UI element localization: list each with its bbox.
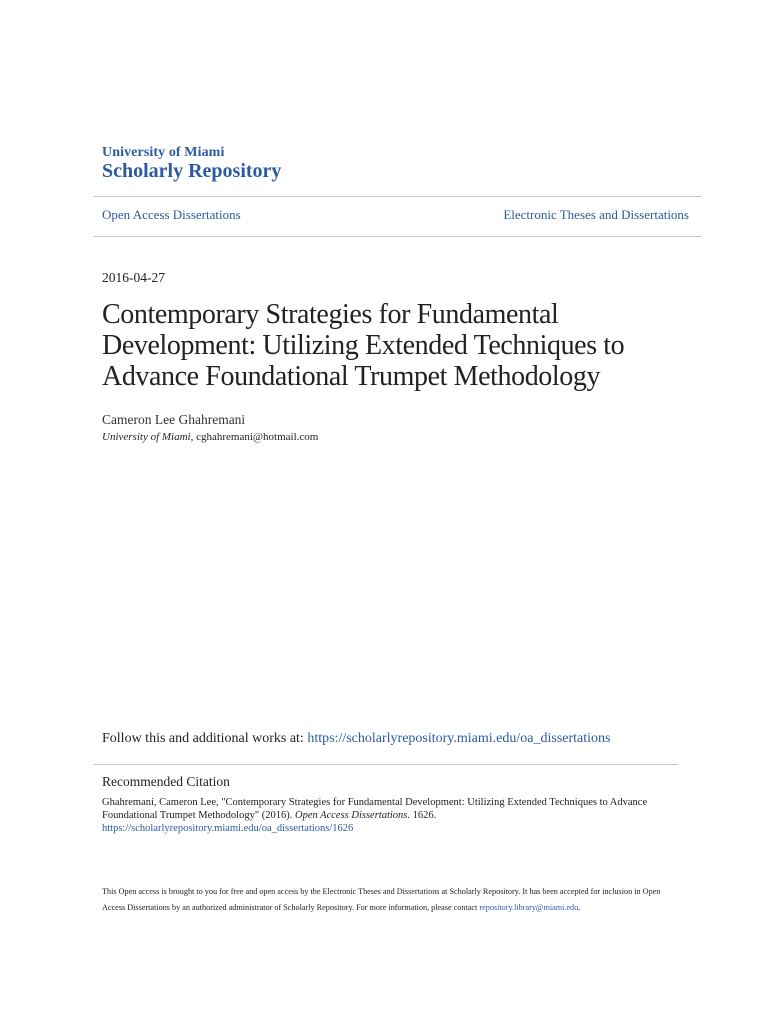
electronic-theses-link[interactable]: Electronic Theses and Dissertations [503,207,689,222]
author-email: , cghahremani@hotmail.com [190,431,319,443]
citation-text-part2: . 1626. [407,810,437,821]
institution-name: University of Miami [102,431,191,443]
citation-heading: Recommended Citation [102,774,230,789]
publication-date: 2016-04-27 [102,270,165,285]
notice-end: . [578,902,581,912]
open-access-dissertations-link[interactable]: Open Access Dissertations [102,207,241,222]
citation-text-part1: Ghahremani, Cameron Lee, "Contemporary Strategies for Fundamental Development: Utilizing Extended Techniques to Advance Foundational Trumpet Methodology" (2016). [102,797,648,821]
divider-top [94,196,701,197]
document-title: Contemporary Strategies for Fundamental Development: Utilizing Extended Techniques to Advance Foundational Trumpet Methodology [102,299,625,392]
citation-text [102,796,662,822]
author-affiliation [102,431,318,443]
repository-name[interactable]: Scholarly Repository [102,160,282,182]
follow-line [102,731,610,747]
access-notice [102,884,682,915]
follow-link[interactable]: https://scholarlyrepository.miami.edu/oa_dissertations [307,731,611,746]
follow-label: Follow this and additional works at: [102,731,308,746]
citation-journal: Open Access Dissertations [295,810,408,821]
notice-text: This Open access is brought to you for free and open access by the Electronic Theses and Dissertations at Scholarly Repository. It has been accepted for inclusion in Open Access Dissertations by an authorized administrator of Scholarly Repository. For more information, please contact [102,887,661,912]
university-name: University of Miami [102,145,225,160]
contact-email-link[interactable]: repository.library@miami.edu [479,902,579,912]
citation-link[interactable]: https://scholarlyrepository.miami.edu/oa_dissertations/1626 [102,823,354,834]
author-name: Cameron Lee Ghahremani [102,412,246,427]
divider-citation [94,764,678,765]
divider-middle [94,236,701,237]
